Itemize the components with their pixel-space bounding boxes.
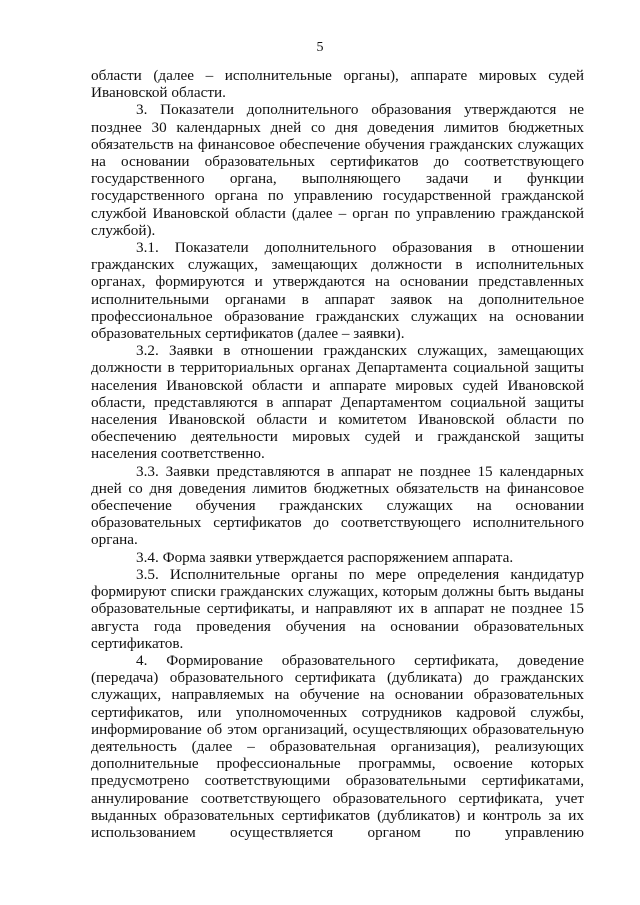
page-number: 5 <box>316 40 324 55</box>
paragraph-4: 4. Формирование образовательного сертификата, доведение (передача) образовательного сертификата (дубликата) до гражданских служащих, направляемых на обучение на основании образовательных сертификатов, или уполномоченных сотрудников кадровой службы, информирование об этом организаций, осуществляющих образовательную деятельность (далее – образовательная организация), реализующих дополнительные профессиональные программы, освоение которых предусмотрено соответствующими образовательными сертификатами, аннулирование соответствующего образовательного сертификата, учет выданных образовательных сертификатов (дубликатов) и контроль за их использованием осуществляется органом по управлению <box>91 651 584 841</box>
paragraph-3-3: 3.3. Заявки представляются в аппарат не позднее 15 календарных дней со дня доведения лимитов бюджетных обязательств на финансовое обеспечение обучения гражданских служащих на основании образовательных сертификатов до соответствующего исполнительного органа. <box>91 462 584 549</box>
paragraph-3-2: 3.2. Заявки в отношении гражданских служащих, замещающих должности в территориальных органах Департамента социальной защиты населения Ивановской области и аппарате мировых судей Ивановской области, представляются в аппарат Департаментом социальной защиты населения Ивановской области и комитетом Ивановской области по обеспечению деятельности мировых судей и гражданской защиты населения соответственно. <box>91 342 584 463</box>
paragraph-3-5: 3.5. Исполнительные органы по мере определения кандидатур формируют списки гражданских служащих, которым должны быть выданы образовательные сертификаты, и направляют их в аппарат не позднее 15 августа года проведения обучения на основании образовательных сертификатов. <box>91 565 584 652</box>
paragraph-3: 3. Показатели дополнительного образования утверждаются не позднее 30 календарных дней со дня доведения лимитов бюджетных обязательств на финансовое обеспечение обучения гражданских служащих на основании образовательных сертификатов до соответствующего государственного органа, выполняющего задачи и функции государственного органа по управлению государственной гражданской службой Ивановской области (далее – орган по управлению гражданской службой). <box>91 101 584 239</box>
paragraph-3-4: 3.4. Форма заявки утверждается распоряжением аппарата. <box>136 548 514 566</box>
document-body <box>91 67 584 841</box>
paragraph-continuation: области (далее – исполнительные органы), аппарате мировых судей Ивановской области. <box>91 67 584 102</box>
paragraph-3-1: 3.1. Показатели дополнительного образования в отношении гражданских служащих, замещающих должности в исполнительных органах, формируются и утверждаются на основании представленных исполнительными органами в аппарат заявок на дополнительное профессиональное образование гражданских служащих на основании образовательных сертификатов (далее – заявки). <box>91 239 584 343</box>
